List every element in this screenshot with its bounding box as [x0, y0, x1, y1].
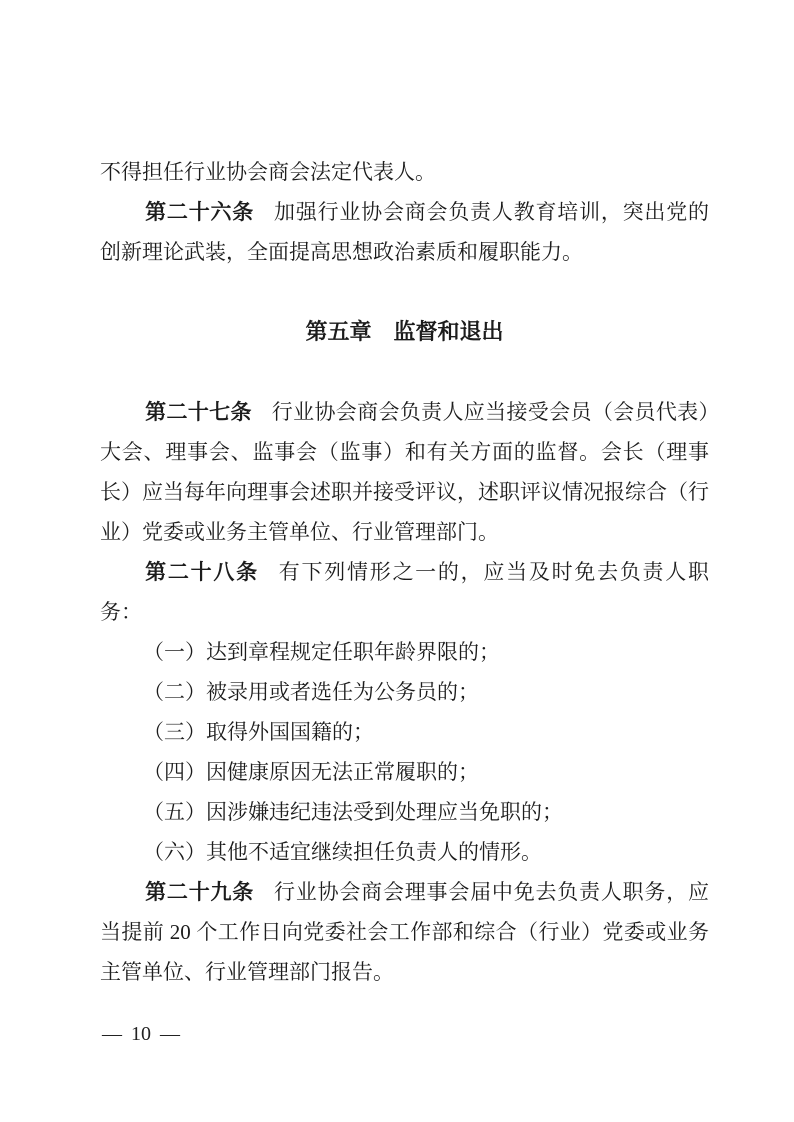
chapter-title: 监督和退出 [393, 319, 504, 344]
article-27-paragraph [100, 392, 709, 552]
footer-dash-right: — [160, 1023, 180, 1045]
article-27-number: 第二十七条 [145, 400, 252, 424]
article-26-text: 加强行业协会商会负责人教育培训，突出党的创新理论武装，全面提高思想政治素质和履职能力。 [100, 200, 710, 264]
article-28-number: 第二十八条 [145, 560, 259, 584]
article-28-paragraph [100, 552, 709, 632]
list-item-2: （二）被录用或者选任为公务员的； [143, 680, 480, 704]
list-item-6: （六）其他不适宜继续担任负责人的情形。 [143, 840, 543, 864]
document-content [100, 152, 709, 992]
article-26-paragraph [100, 192, 709, 272]
list-item-5: （五）因涉嫌违纪违法受到处理应当免职的； [143, 800, 564, 824]
article-27-text: 行业协会商会负责人应当接受会员（会员代表）大会、理事会、监事会（监事）和有关方面的监督。会长（理事长）应当每年向理事会述职并接受评议，述职评议情况报综合（行业）党委或业务主管单位、行业管理部门。 [100, 400, 710, 544]
list-item-3: （三）取得外国国籍的； [143, 720, 375, 744]
page-footer [102, 1022, 180, 1046]
article-29-text: 行业协会商会理事会届中免去负责人职务，应当提前 20 个工作日向党委社会工作部和综合（行业）党委或业务主管单位、行业管理部门报告。 [100, 880, 710, 984]
article-28-text: 有下列情形之一的，应当及时免去负责人职务： [100, 560, 710, 624]
list-item-4: （四）因健康原因无法正常履职的； [143, 760, 480, 784]
list-item-1: （一）达到章程规定任职年龄界限的； [143, 640, 501, 664]
article-29-number: 第二十九条 [145, 880, 255, 904]
paragraph-continuation: 不得担任行业协会商会法定代表人。 [100, 160, 436, 184]
page-number: 10 [131, 1023, 151, 1045]
article-26-number: 第二十六条 [145, 200, 255, 224]
article-29-paragraph [100, 872, 709, 992]
chapter-number: 第五章 [305, 319, 372, 344]
chapter-5-heading [100, 312, 709, 352]
footer-dash-left: — [102, 1023, 122, 1045]
